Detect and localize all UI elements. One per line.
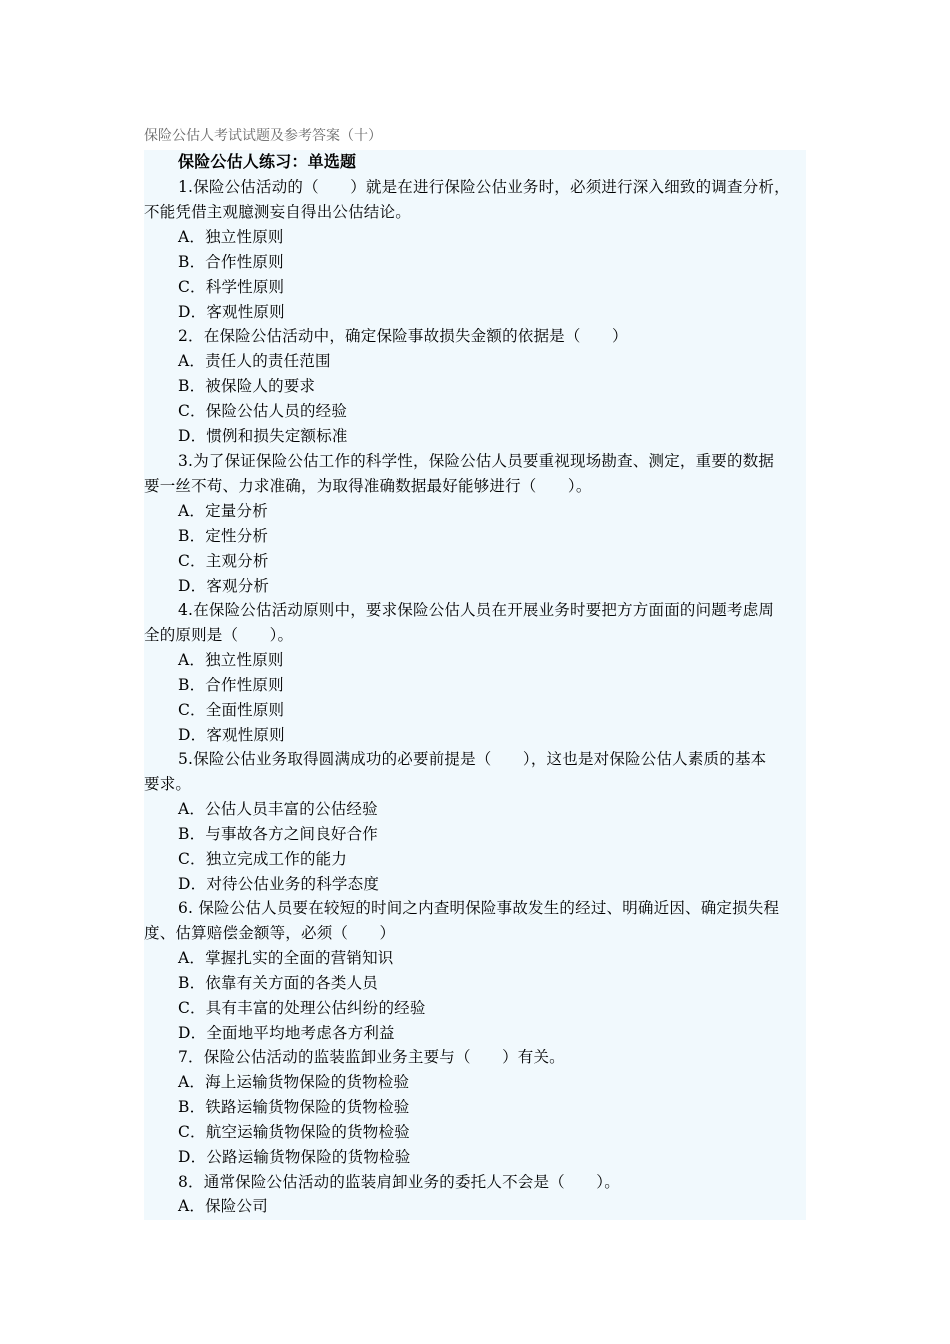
question-5-text: 5.保险公估业务取得圆满成功的必要前提是（ ），这也是对保险公估人素质的基本 bbox=[178, 750, 767, 768]
question-6-option-c: C．具有丰富的处理公估纠纷的经验 bbox=[178, 999, 426, 1017]
question-6-text: 6. 保险公估人员要在较短的时间之内查明保险事故发生的经过、明确近因、确定损失程 bbox=[178, 899, 780, 917]
question-7-option-b: B．铁路运输货物保险的货物检验 bbox=[178, 1098, 410, 1116]
question-2-option-a: A．责任人的责任范围 bbox=[178, 352, 331, 370]
question-5-option-b: B．与事故各方之间良好合作 bbox=[178, 825, 378, 843]
question-3-text: 3.为了保证保险公估工作的科学性，保险公估人员要重视现场勘查、测定，重要的数据 bbox=[178, 452, 775, 470]
question-2-option-d: D．惯例和损失定额标准 bbox=[178, 427, 348, 445]
question-3-option-b: B．定性分析 bbox=[178, 527, 269, 545]
question-5-option-d: D．对待公估业务的科学态度 bbox=[178, 875, 380, 893]
question-4-option-d: D．客观性原则 bbox=[178, 726, 285, 744]
question-5-option-c: C．独立完成工作的能力 bbox=[178, 850, 348, 868]
document-header: 保险公估人考试试题及参考答案（十） bbox=[144, 128, 382, 144]
question-4-option-b: B．合作性原则 bbox=[178, 676, 284, 694]
question-2-text: 2．在保险公估活动中，确定保险事故损失金额的依据是（ ） bbox=[178, 327, 628, 345]
question-4-option-a: A．独立性原则 bbox=[178, 651, 284, 669]
question-7-text: 7．保险公估活动的监装监卸业务主要与（ ）有关。 bbox=[178, 1048, 565, 1066]
question-5-option-a: A．公估人员丰富的公估经验 bbox=[178, 800, 378, 818]
question-1-text: 1.保险公估活动的（ ）就是在进行保险公估业务时，必须进行深入细致的调查分析， bbox=[178, 178, 790, 196]
question-8-option-a: A．保险公司 bbox=[178, 1197, 268, 1215]
question-1-option-c: C．科学性原则 bbox=[178, 278, 285, 296]
question-4-text: 4.在保险公估活动原则中，要求保险公估人员在开展业务时要把方方面面的问题考虑周 bbox=[178, 601, 775, 619]
section-title: 保险公估人练习：单选题 bbox=[178, 152, 357, 171]
question-6-text-cont: 度、估算赔偿金额等，必须（ ） bbox=[144, 924, 396, 942]
question-1-text-cont: 不能凭借主观臆测妄自得出公估结论。 bbox=[144, 203, 411, 221]
question-4-text-cont: 全的原则是（ ）。 bbox=[144, 626, 294, 644]
question-3-option-d: D．客观分析 bbox=[178, 577, 270, 595]
question-6-option-a: A．掌握扎实的全面的营销知识 bbox=[178, 949, 394, 967]
question-8-text: 8．通常保险公估活动的监装肩卸业务的委托人不会是（ ）。 bbox=[178, 1173, 620, 1191]
question-4-option-c: C．全面性原则 bbox=[178, 701, 285, 719]
question-6-option-b: B．依靠有关方面的各类人员 bbox=[178, 974, 378, 992]
question-5-text-cont: 要求。 bbox=[144, 775, 192, 793]
question-3-option-c: C．主观分析 bbox=[178, 552, 269, 570]
question-1-option-d: D．客观性原则 bbox=[178, 303, 285, 321]
question-3-text-cont: 要一丝不苟、力求准确，为取得准确数据最好能够进行（ ）。 bbox=[144, 477, 592, 495]
question-1-option-a: A．独立性原则 bbox=[178, 228, 284, 246]
question-2-option-c: C．保险公估人员的经验 bbox=[178, 402, 348, 420]
question-7-option-a: A．海上运输货物保险的货物检验 bbox=[178, 1073, 410, 1091]
question-7-option-d: D．公路运输货物保险的货物检验 bbox=[178, 1148, 411, 1166]
question-7-option-c: C．航空运输货物保险的货物检验 bbox=[178, 1123, 410, 1141]
question-2-option-b: B．被保险人的要求 bbox=[178, 377, 316, 395]
question-6-option-d: D．全面地平均地考虑各方利益 bbox=[178, 1024, 395, 1042]
question-content bbox=[144, 150, 806, 1220]
question-1-option-b: B．合作性原则 bbox=[178, 253, 284, 271]
question-3-option-a: A．定量分析 bbox=[178, 502, 268, 520]
